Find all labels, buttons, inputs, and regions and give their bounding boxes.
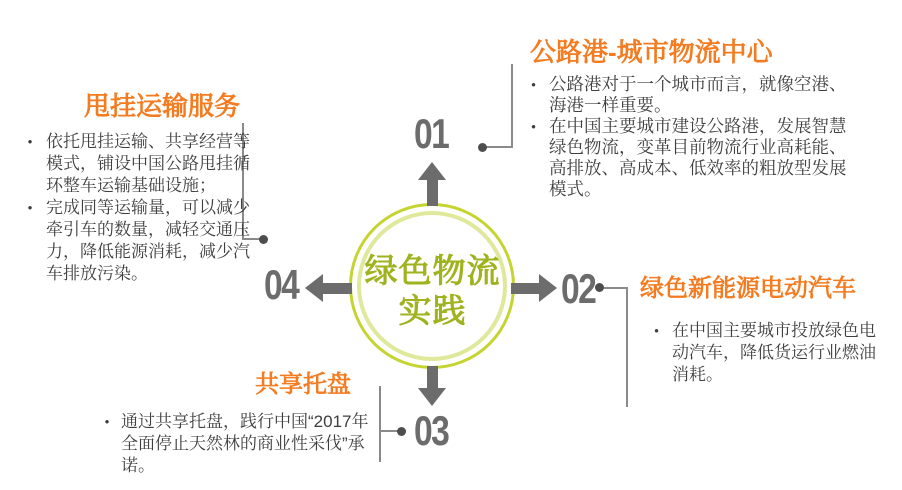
bullet-text: 在中国主要城市投放绿色电动汽车，降低货运行业燃油消耗。: [672, 321, 876, 384]
section-title-green-ev: 绿色新能源电动汽车: [640, 275, 856, 302]
connector-dot-step1: [478, 143, 487, 152]
bullet-icon: •: [27, 134, 33, 149]
section-body-highway-port: [518, 74, 861, 200]
list-item: [14, 131, 252, 197]
bullet-text: 通过共享托盘，践行中国“2017年全面停止天然林的商业性采伐”承诺。: [121, 412, 369, 475]
list-item: [641, 320, 884, 386]
bullet-icon: •: [654, 323, 659, 338]
connector-line-step1-horizontal: [483, 146, 512, 148]
arrow-down-head: [418, 388, 446, 406]
bullet-icon: •: [27, 200, 33, 215]
list-item: [93, 411, 379, 477]
bullet-text: 依托甩挂运输、共享经营等模式，铺设中国公路甩挂循环整车运输基础设施；: [46, 132, 250, 195]
connector-dot-step3: [397, 427, 406, 436]
bullet-text: 在中国主要城市建设公路港，发展智慧绿色物流，变革目前物流行业高耗能、高排放、高成本、低效率的粗放型发展模式。: [549, 116, 847, 199]
arrow-right-icon: [511, 274, 557, 302]
connector-line-step3-vertical: [379, 386, 381, 462]
center-title-line1: 绿色物流: [364, 252, 501, 289]
list-item: [518, 74, 861, 116]
bullet-icon: •: [104, 414, 110, 429]
step-number-02: 02: [561, 265, 596, 312]
center-title: [350, 251, 515, 332]
arrow-down-icon: [418, 366, 446, 406]
section-body-trailer-transport: [14, 131, 252, 285]
list-item: [518, 116, 861, 200]
section-body-green-ev: [641, 320, 884, 386]
center-title-line2: 实践: [398, 292, 467, 330]
section-body-shared-pallet: [93, 411, 379, 477]
bullet-icon: •: [531, 77, 536, 92]
arrow-right-head: [539, 274, 557, 302]
connector-dot-step4: [259, 235, 268, 244]
step-number-03: 03: [414, 407, 449, 454]
bullet-text: 完成同等运输量，可以减少牵引车的数量，减轻交通压力，降低能源消耗，减少汽车排放污染。: [46, 198, 250, 283]
list-item: [14, 197, 252, 285]
arrow-down-shaft: [427, 366, 438, 388]
connector-line-step2-vertical: [626, 287, 628, 407]
arrow-left-head: [305, 274, 323, 302]
section-title-trailer-transport: 甩挂运输服务: [84, 91, 241, 121]
arrow-up-head: [418, 162, 446, 180]
section-title-shared-pallet: 共享托盘: [255, 371, 351, 398]
arrow-up-icon: [418, 162, 446, 206]
connector-line-step1-vertical: [511, 64, 513, 148]
arrow-right-shaft: [511, 283, 539, 294]
bullet-icon: •: [531, 119, 536, 134]
section-title-highway-port: 公路港-城市物流中心: [530, 37, 773, 67]
connector-dot-step2: [595, 283, 604, 292]
arrow-left-shaft: [323, 283, 352, 294]
bullet-text: 公路港对于一个城市而言，就像空港、海港一样重要。: [549, 74, 847, 115]
arrow-left-icon: [305, 274, 352, 302]
step-number-01: 01: [414, 110, 449, 157]
arrow-up-shaft: [427, 180, 438, 206]
step-number-04: 04: [264, 261, 299, 308]
connector-line-step2-horizontal: [601, 287, 628, 289]
